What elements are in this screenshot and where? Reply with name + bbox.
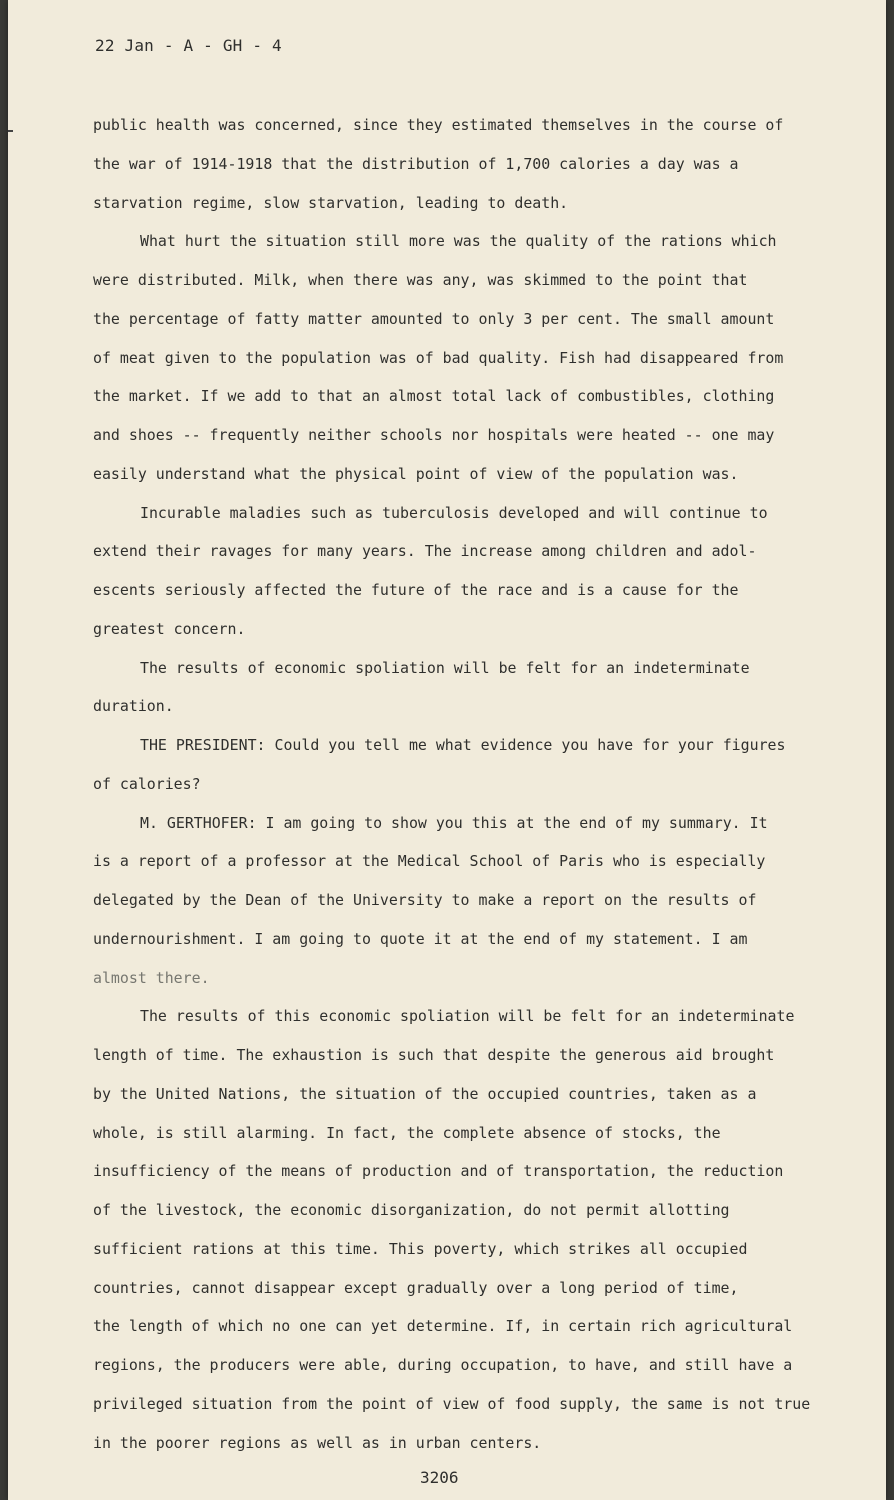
text-line: and shoes -- frequently neither schools nor hospitals were heated -- one may: [93, 426, 775, 444]
text-line: extend their ravages for many years. The increase among children and adol-: [93, 542, 757, 561]
text-line: of meat given to the population was of bad quality. Fish had disappeared from: [93, 348, 784, 367]
text-line: privileged situation from the point of view of food supply, the same is not true: [93, 1394, 811, 1413]
text-line: the market. If we add to that an almost total lack of combustibles, clothing: [93, 387, 775, 406]
page-number: 3206: [420, 1468, 459, 1487]
text-line: length of time. The exhaustion is such that despite the generous aid brought: [93, 1046, 775, 1064]
text-line: were distributed. Milk, when there was any, was skimmed to the point that: [93, 271, 748, 289]
text-line: duration.: [93, 697, 174, 716]
text-line: THE PRESIDENT: Could you tell me what evidence you have for your figures: [140, 736, 786, 754]
text-line: whole, is still alarming. In fact, the complete absence of stocks, the: [93, 1123, 721, 1142]
text-line: undernourishment. I am going to quote it at the end of my statement. I am: [93, 929, 748, 948]
text-line: escents seriously affected the future of the race and is a cause for the: [93, 581, 739, 599]
text-line: starvation regime, slow starvation, leading to death.: [93, 193, 569, 212]
text-line: regions, the producers were able, during occupation, to have, and still have a: [93, 1356, 793, 1374]
text-line: sufficient rations at this time. This poverty, which strikes all occupied: [93, 1239, 748, 1258]
text-line: the length of which no one can yet determine. If, in certain rich agricultural: [93, 1317, 793, 1336]
text-line: the war of 1914-1918 that the distribution of 1,700 calories a day was a: [93, 154, 739, 173]
text-line: easily understand what the physical point of view of the population was.: [93, 464, 739, 483]
text-line: delegated by the Dean of the University to make a report on the results of: [93, 891, 757, 909]
text-line: of the livestock, the economic disorganization, do not permit allotting: [93, 1201, 730, 1219]
margin-mark: [8, 130, 13, 132]
text-line: The results of economic spoliation will be felt for an indeterminate: [140, 658, 750, 677]
text-line: Incurable maladies such as tuberculosis developed and will continue to: [140, 503, 768, 522]
text-line: by the United Nations, the situation of the occupied countries, taken as a: [93, 1084, 757, 1103]
text-line: greatest concern.: [93, 619, 246, 638]
text-line: of calories?: [93, 774, 201, 793]
text-line: What hurt the situation still more was the quality of the rations which: [140, 232, 777, 251]
text-line: almost there.: [93, 968, 210, 987]
document-page: [8, 0, 886, 1500]
text-line: M. GERTHOFER: I am going to show you this at the end of my summary. It: [140, 813, 768, 832]
text-line: countries, cannot disappear except gradually over a long period of time,: [93, 1278, 739, 1297]
text-line: The results of this economic spoliation will be felt for an indeterminate: [140, 1007, 795, 1026]
text-line: in the poorer regions as well as in urban centers.: [93, 1433, 542, 1452]
text-line: insufficiency of the means of production and of transportation, the reduction: [93, 1162, 784, 1181]
text-line: is a report of a professor at the Medical School of Paris who is especially: [93, 852, 766, 871]
document-reference: 22 Jan - A - GH - 4: [95, 36, 282, 55]
document-body: [93, 115, 873, 1471]
text-line: the percentage of fatty matter amounted to only 3 per cent. The small amount: [93, 309, 775, 328]
text-line: public health was concerned, since they estimated themselves in the course of: [93, 116, 784, 134]
